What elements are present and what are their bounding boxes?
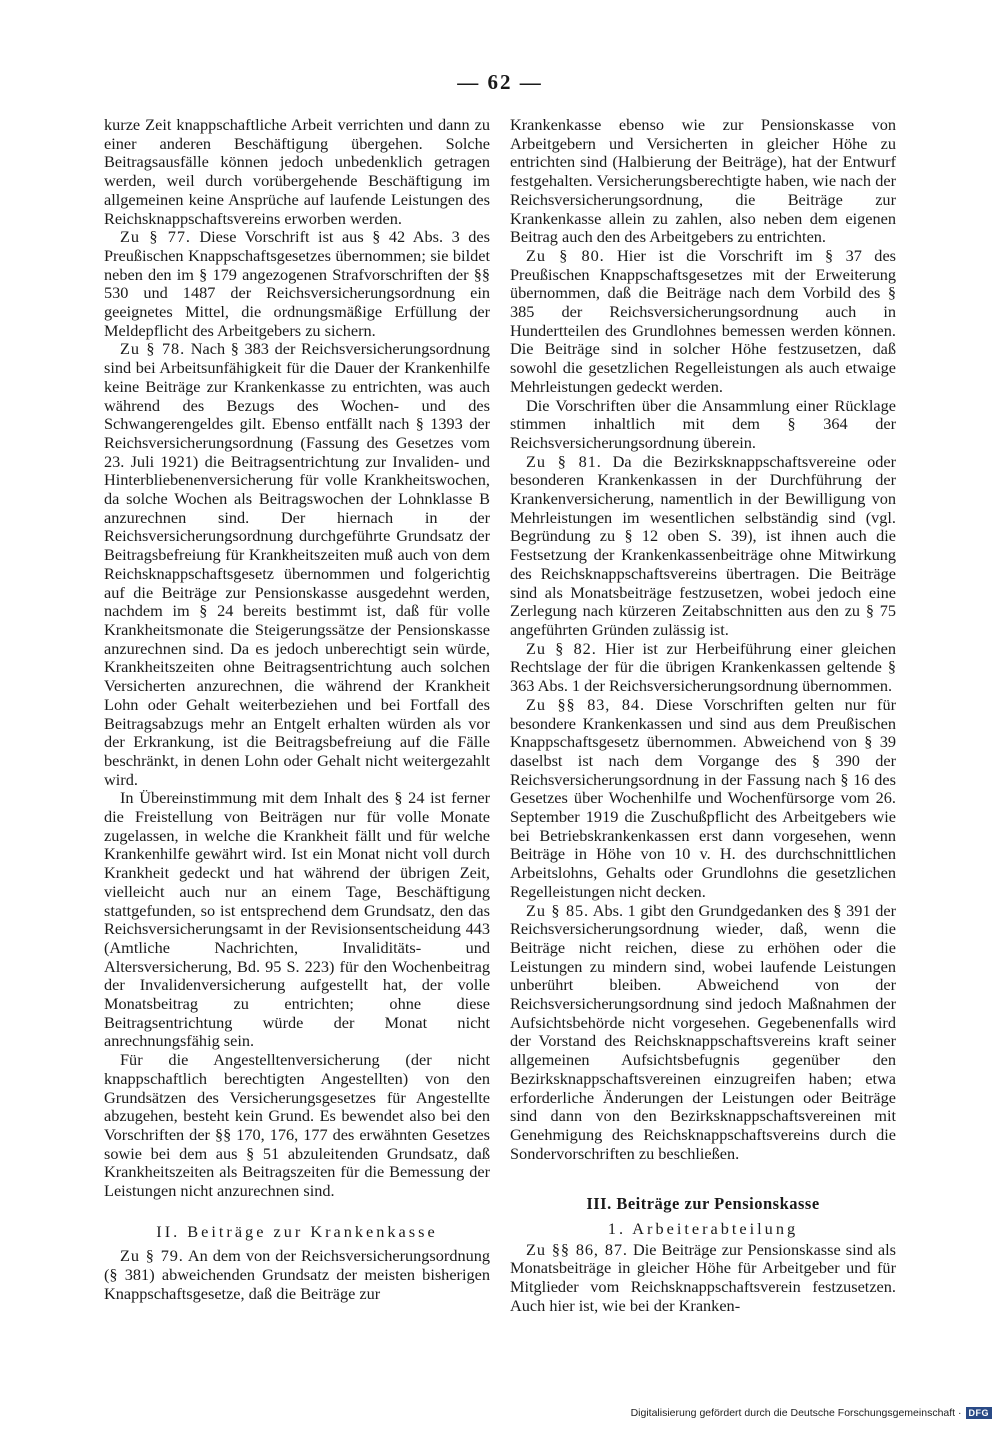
paragraph (510, 247, 896, 397)
dfg-logo: DFG (966, 1407, 993, 1419)
section-ref: Zu § 85. (526, 900, 590, 920)
paragraph-text: Hier ist die Vorschrift im § 37 des Preußischen Knappschaftsgesetzes mit der Erweiterung übernommen, daß die Beiträge nach dem Vorbild des § 385 der Reichsversicherungsordnung auch in Hundertteilen des Grundlohnes bemessen werden können. Die Beiträge sind in solcher Höhe festzusetzen, daß sowohl die gesetzlichen Regelleistungen als auch etwaige Mehrleistungen gedeckt werden. (510, 245, 897, 396)
paragraph: Die Vorschriften über die Ansammlung einer Rücklage stimmen inhaltlich mit dem § 364 der Reichsversicherungsordnung überein. (510, 395, 896, 452)
right-column (510, 116, 896, 1316)
paragraph (510, 640, 896, 696)
page-number: — 62 — (457, 70, 543, 94)
section-ref: Zu § 79. (120, 1246, 184, 1266)
section-ref: Zu § 80. (526, 245, 605, 265)
paragraph-text: An dem von der Reichsversicherungsordnung (§ 381) abweichenden Grundsatz der meisten bisherigen Knappschaftsgesetze, daß die Beiträge zur (104, 1246, 491, 1303)
digitization-credit (631, 1407, 992, 1419)
credit-text: Digitalisierung gefördert durch die Deutsche Forschungsgemeinschaft · (630, 1407, 962, 1419)
paragraph-text: Da die Bezirksknappschaftsvereine oder besonderen Krankenkassen in der Durchführung der Krankenversicherung, namentlich in der Bewilligung von Mehrleistungen im wesentlichen selbständig sind (vgl. Begründung zu § 12 oben S. 39), ist ihnen auch die Festsetzung der Krankenkassenbeiträge ohne Mitwirkung des Reichsknappschaftsvereins übertragen. Die Beiträge sind als Monatsbeiträge festzusetzen, wobei jedoch eine Zerlegung nach kürzeren Zeitabschnitten aus den zu § 75 angeführten Gründen zulässig ist. (510, 451, 896, 639)
paragraph-text: Nach § 383 der Reichsversicherungsordnung sind bei Arbeitsunfähigkeit für die Dauer der Krankenhilfe keine Beiträge zur Krankenkasse zu entrichten, was auch während des Bezugs des Wochen- und des Schwangerengeldes gilt. Ebenso entfällt nach § 1393 der Reichsversicherungsordnung (Fassung des Gesetzes vom 23. Juli 1921) die Beitragsentrichtung zur Invaliden- und Hinterbliebenenversicherung für volle Krankheitswochen, da solche Wochen als Beitragswochen der Lohnklasse B anzurechnen sind. Der hiernach in der Reichsversicherungsordnung durchgeführte Grundsatz der Beitragsbefreiung für Krankheitszeiten muß auch von dem Reichsknappschaftsgesetz übernommen und folgerichtig auf die Beiträge zur Pensionskasse ausgedehnt werden, nachdem im § 24 bereits bestimmt ist, daß für volle Krankheitsmonate die Steigerungssätze der Pensionskasse anzurechnen sind. Da es jedoch unberechtigt sein würde, Krankheitszeiten ohne Beitragsentrichtung auch solchen Versicherten anzurechnen, die während der Krankheit Lohn oder Gehalt weiterbeziehen und bei Fortfall des Beitragsabzugs mehr an Entgelt erhalten würden als vor der Erkrankung, ist die Beitragsbefreiung auf die Fälle beschränkt, in denen Lohn oder Gehalt nicht weitergezahlt wird. (104, 339, 491, 789)
paragraph: Für die Angestelltenversicherung (der nicht knappschaftlich berechtigten Angestellten) von den Grundsätzen des Versicherungsgesetzes für Angestellte abzugehen, besteht kein Grund. Es bewendet also bei den Vorschriften der §§ 170, 176, 177 des erwähnten Gesetzes sowie bei dem aus § 51 abzuleitenden Grundsatz, daß Krankheitszeiten als Beitragszeiten für die Bemessung der Leistungen nicht anzurechnen sind. (104, 1050, 490, 1201)
paragraph: In Übereinstimmung mit dem Inhalt des § 24 ist ferner die Freistellung von Beiträgen nur für volle Monate zugelassen, in welche die Krankheit fällt und für welche Krankenhilfe gewährt wird. Ist ein Monat nicht voll durch Krankheit gedeckt und hat während der übrigen Zeit, vielleicht auch nur an einem Tage, Beschäftigung stattgefunden, so ist entsprechend dem Grundsatz, den das Reichsversicherungsamt in der Revisionsentscheidung 443 (Amtliche Nachrichten, Invaliditäts- und Altersversicherung, Bd. 95 S. 223) für den Wochenbeitrag der Invalidenversicherung aufgestellt hat, der volle Monatsbeitrag zu entrichten; ohne diese Beitragsentrichtung würde der Monat nicht anrechnungsfähig sein. (104, 788, 490, 1051)
section-ref: Zu § 77. (120, 227, 191, 247)
paragraph: Krankenkasse ebenso wie zur Pensionskasse von Arbeitgebern und Versicherten in gleicher Höhe zu entrichten sind (Halbierung der Beiträge), hat der Entwurf festgehalten. Versicherungsberechtigte haben, wie nach der Reichsversicherungsordnung, die Beiträge zur Krankenkasse allein zu zahlen, also neben dem eigenen Beitrag auch den des Arbeitgebers zu entrichten. (510, 115, 896, 247)
section-ref: Zu § 82. (526, 638, 597, 658)
paragraph (510, 696, 896, 902)
paragraph (104, 228, 490, 340)
section-ref: Zu §§ 83, 84. (526, 694, 645, 714)
paragraph-text: Die Beiträge zur Pensionskasse sind als Monatsbeiträge in gleicher Höhe für Arbeitgeber und für Mitglieder vom Reichsknappschaftsverein festzusetzen. Auch hier ist, wie bei der Kranken- (510, 1239, 897, 1315)
paragraph (104, 340, 490, 789)
section-ref: Zu §§ 86, 87. (526, 1239, 628, 1259)
left-column (104, 116, 490, 1304)
paragraph-text: Diese Vorschriften gelten nur für besondere Krankenkassen und sind aus dem Preußischen Knappschaftsgesetz übernommen. Abweichend von § 39 daselbst ist nach dem Vorgange des § 390 der Reichsversicherungsordnung in der Fassung nach § 16 des Gesetzes über Wochenhilfe und Wochenfürsorge vom 26. September 1919 die Zuschußpflicht des Arbeitgebers wie bei Betriebskrankenkassen erst dann vorgesehen, wenn Beiträge in Höhe von 10 v. H. des durchschnittlichen Arbeitslohns, Gehalts oder Grundlohns die gesetzlichen Regelleistungen nicht decken. (510, 694, 897, 901)
section-ref: Zu § 81. (526, 451, 602, 471)
section-heading: III. Beiträge zur Pensionskasse (586, 1194, 820, 1214)
section-ref: Zu § 78. (120, 339, 186, 359)
paragraph-text: Hier ist zur Herbeiführung einer gleichen Rechtslage der für die übrigen Krankenkassen geltende § 363 Abs. 1 der Reichsversicherungsordnung übernommen. (510, 638, 897, 696)
paragraph-text: Abs. 1 gibt den Grundgedanken des § 391 der Reichsversicherungsordnung wieder, daß, wenn die Beiträge nicht reichen, diese zu erhöhen oder die Leistungen zu mindern sind, wobei laufende Leistungen unberührt bleiben. Abweichend von der Reichsversicherungsordnung sind jedoch Maßnahmen der Aufsichtsbehörde nicht vorgesehen. Gegebenenfalls wird der Vorstand des Reichsknappschaftsvereins kraft seiner allgemeinen Aufsichtsbefugnis gegenüber den Bezirksknappschaftsvereinen einzugreifen haben; etwa erforderliche Änderungen der Leistungen oder Beiträge sind dann von den Bezirksknappschaftsvereinen mit Genehmigung des Reichsknappschaftsvereins durch die Sondervorschriften zu beschließen. (510, 900, 896, 1163)
section-heading: II. Beiträge zur Krankenkasse (156, 1221, 438, 1241)
paragraph (510, 1241, 896, 1316)
paragraph-text: Diese Vorschrift ist aus § 42 Abs. 3 des Preußischen Knappschaftsgesetzes übernommen; sie bildet neben den im § 179 angezogenen Strafvorschriften der §§ 530 und 1487 der Reichsversicherungsordnung ein geeignetes Mittel, die ordnungsmäßige Erfüllung der Meldepflicht des Arbeitgebers zu sichern. (104, 227, 490, 340)
paragraph: kurze Zeit knappschaftliche Arbeit verrichten und dann zu einer anderen Beschäftigung übergehen. Solche Beitragsausfälle können jedoch unbedenklich getragen werden, weil durch vorübergehende Beschäftigung im allgemeinen keine Ansprüche auf laufende Leistungen des Reichsknappschaftsvereins erworben werden. (104, 115, 490, 228)
paragraph (510, 453, 896, 640)
paragraph (104, 1247, 490, 1303)
section-subheading: 1. Arbeiterabteilung (607, 1219, 799, 1239)
paragraph (510, 902, 896, 1164)
